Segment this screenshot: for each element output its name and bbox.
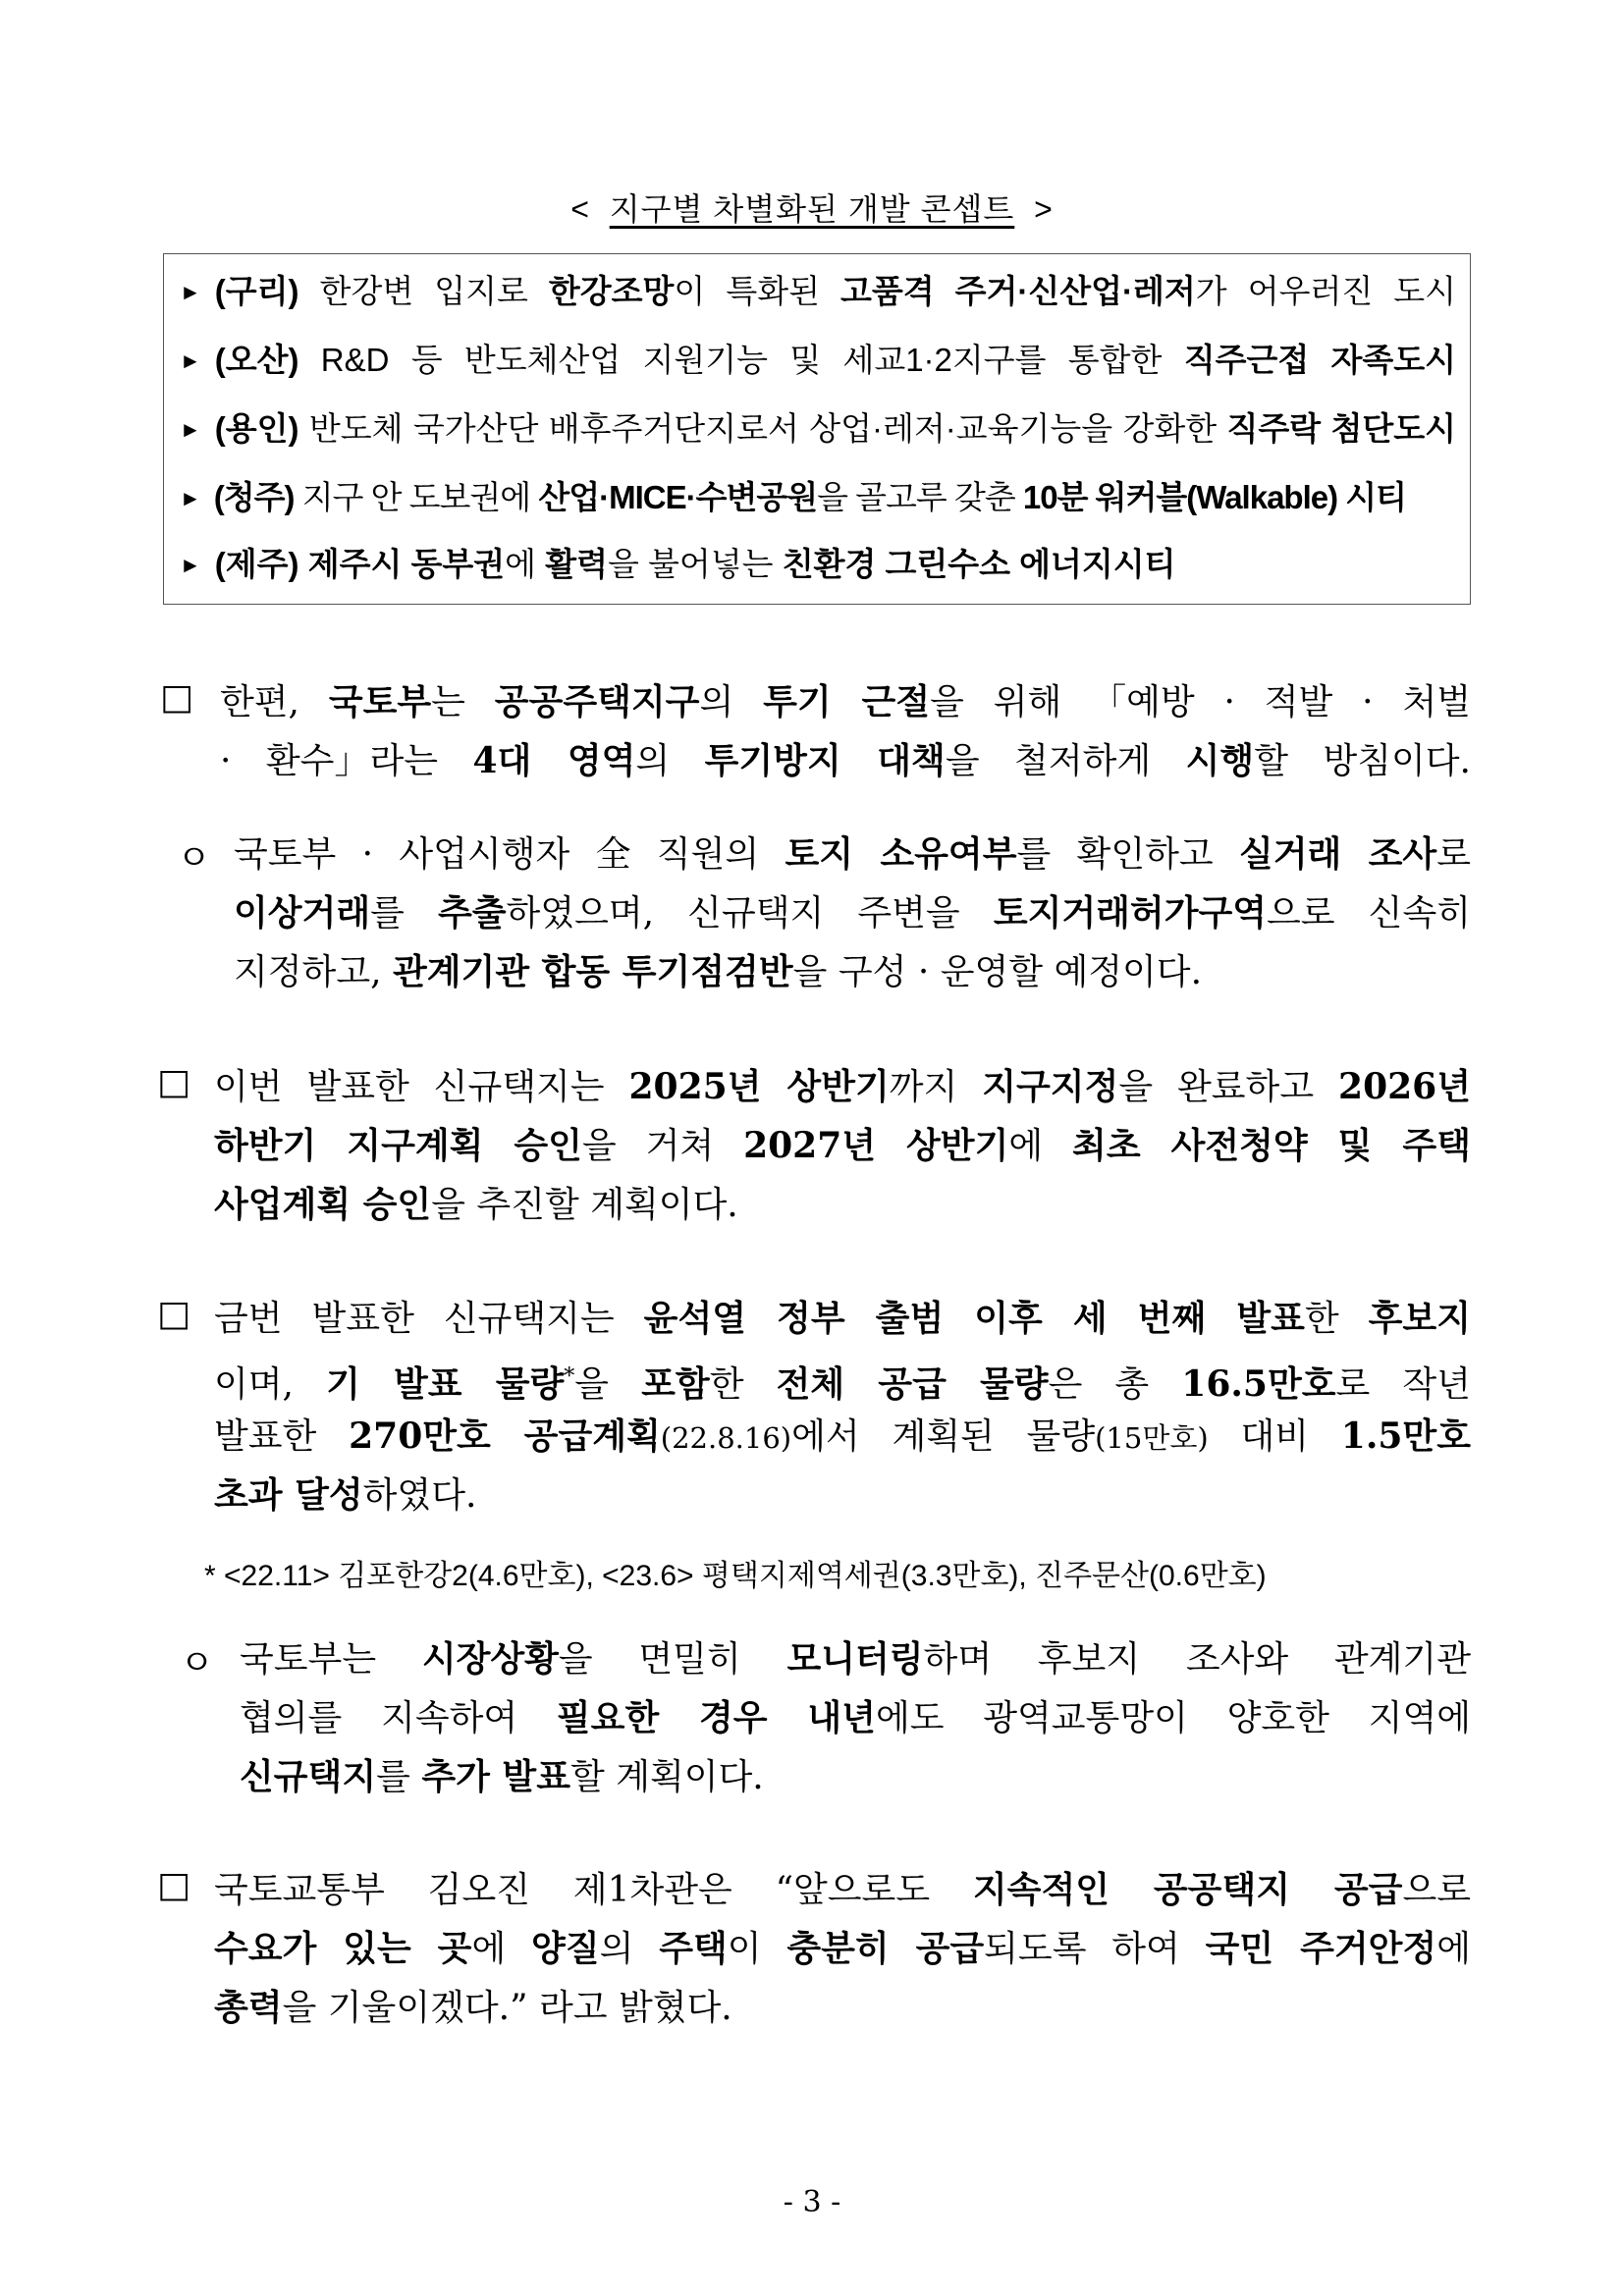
text-segment: 를 확인하고 (1016, 834, 1239, 875)
bold-text-segment: 직주락 첨단도시 (1226, 410, 1456, 447)
justified-line-content (234, 825, 1471, 883)
text-segment: (22.8.16) (660, 1421, 792, 1455)
paragraph-line-text (214, 1348, 1471, 1407)
justified-line-content (234, 883, 1471, 942)
text-segment: (15만호) (1095, 1421, 1209, 1455)
paragraph-line-text (240, 1747, 764, 1806)
paragraph-line (214, 1348, 1471, 1407)
text-segment: 에 (505, 546, 546, 582)
triangle-bullet-icon: ► (180, 553, 201, 577)
text-segment: 의 (699, 682, 764, 722)
text-segment: 에서 계획된 물량 (791, 1416, 1096, 1457)
square-bullet-icon: □ (160, 677, 194, 718)
paragraph-line (220, 731, 1471, 790)
text-segment: 을 불어넣는 (607, 546, 783, 582)
circle-bullet-icon: ㅇ (177, 838, 211, 879)
bold-text-segment: 수요가 있는 곳 (214, 1928, 472, 1969)
bold-text-segment: 실거래 조사 (1238, 833, 1437, 875)
bold-text-segment: 공공주택지구 (494, 681, 700, 722)
bold-text-segment: 제주시 동부권 (307, 546, 506, 582)
concept-row (180, 335, 1456, 386)
paragraph-line-text (214, 1175, 738, 1234)
concept-row-text (180, 335, 1456, 386)
triangle-bullet-icon: ► (180, 486, 200, 510)
text-segment: 에도 광역교통망이 양호한 지역에 (875, 1698, 1471, 1738)
bold-text-segment: 하반기 지구계획 승인 (214, 1125, 582, 1166)
bold-text-segment: 투기 근절 (763, 681, 931, 722)
concept-row (180, 403, 1456, 454)
bold-text-segment: 16.5만호 (1181, 1363, 1336, 1405)
text-segment: 지구 안 도보권에 (294, 479, 539, 515)
paragraph-line-text (214, 1289, 1471, 1348)
justified-line-content (220, 731, 1471, 790)
text-segment: · 환수」라는 (220, 741, 473, 781)
text-segment: 는 (431, 682, 495, 722)
paragraph-line (214, 1289, 1471, 1348)
paragraph-line (234, 942, 1314, 1001)
bold-text-segment: 토지거래허가구역 (993, 892, 1268, 934)
text-segment: 은 총 (1048, 1364, 1182, 1405)
paragraph-line-text (240, 1688, 1471, 1747)
text-segment: 을 구성 · 운영할 예정이다. (792, 952, 1203, 992)
text-segment: 에 (471, 1929, 532, 1969)
text-segment: 되도록 하여 (984, 1929, 1206, 1969)
paragraph-line (220, 672, 1471, 731)
paragraph-line-text (214, 1860, 1471, 1919)
square-bullet-icon: □ (157, 1062, 191, 1102)
paragraph-line (214, 1057, 1471, 1116)
bold-text-segment: 윤석열 정부 출범 이후 세 번째 발표 (643, 1298, 1305, 1339)
bold-text-segment: 포함 (641, 1363, 710, 1405)
paragraph-line (214, 1919, 1471, 1978)
bold-text-segment: (오산) (214, 342, 299, 378)
text-segment: 협의를 지속하여 (240, 1698, 557, 1738)
square-bullet-icon: □ (157, 1865, 191, 1905)
paragraph-line-text (234, 825, 1471, 883)
circle-bullet-icon: ㅇ (180, 1643, 214, 1683)
triangle-bullet-icon: ► (180, 417, 201, 442)
text-segment: 한 (709, 1364, 777, 1405)
paragraph-line (234, 883, 1471, 942)
justified-line-content (220, 672, 1471, 731)
bold-text-segment: 고품격 주거·신산업·레저 (839, 273, 1196, 309)
text-segment: 이 특화된 (674, 273, 840, 309)
page-number: - 3 - (783, 2185, 841, 2219)
text-segment: 을 위해 「예방 · 적발 · 처벌 (930, 682, 1471, 722)
paragraph-line (240, 1688, 1471, 1747)
justified-line-content (240, 1688, 1471, 1747)
bold-text-segment: 산업·MICE·수변공원 (538, 479, 818, 515)
justified-line-content (214, 1860, 1471, 1919)
paragraph-line (240, 1629, 1471, 1688)
bold-text-segment: 시장상황 (421, 1638, 559, 1680)
bold-text-segment: 관계기관 합동 투기점검반 (393, 951, 793, 992)
text-segment: 까지 (889, 1067, 983, 1107)
text-segment: 을 추진할 계획이다. (431, 1185, 738, 1225)
text-segment: 으로 (1402, 1870, 1471, 1910)
bold-text-segment: 활력 (545, 546, 608, 582)
paragraph-line (214, 1466, 803, 1524)
concept-row (180, 266, 1456, 317)
text-segment: 에 (1008, 1126, 1073, 1166)
bold-text-segment: 2025년 상반기 (628, 1066, 890, 1107)
concept-box (163, 253, 1471, 605)
text-segment: 을 완료하고 (1118, 1067, 1339, 1107)
square-bullet-icon: □ (157, 1294, 191, 1334)
bold-text-segment: 시행 (1185, 740, 1255, 781)
justified-line-content (214, 1289, 1471, 1348)
bold-text-segment: 총력 (214, 1987, 283, 2028)
text-segment: 을 기울이겠다.” 라고 밝혔다. (282, 1988, 732, 2028)
concept-row (180, 472, 1456, 523)
text-segment: 대비 (1208, 1416, 1341, 1457)
text-segment: 한 (1304, 1299, 1369, 1339)
text-segment: * (564, 1364, 575, 1389)
concept-row (180, 539, 1456, 590)
bold-text-segment: 주택 (659, 1928, 728, 1969)
paragraph-line-text (214, 1116, 1471, 1175)
text-segment: 이며, (214, 1364, 327, 1405)
bold-text-segment: 후보지 (1368, 1298, 1471, 1339)
bold-text-segment: 270만호 공급계획 (349, 1415, 661, 1457)
text-segment: 가 어우러진 도시 (1195, 273, 1456, 309)
text-segment: R&D 등 반도체산업 지원기능 및 세교1·2지구를 통합한 (298, 342, 1184, 378)
concept-row-text (180, 472, 1406, 523)
text-segment: 을 (574, 1364, 642, 1405)
text-segment: 반도체 국가산단 배후주거단지로서 상업·레저·교육기능을 강화한 (298, 410, 1227, 447)
concept-row-text (180, 266, 1456, 317)
text-segment: 으로 신속히 (1267, 893, 1471, 934)
text-segment: 한강변 입지로 (298, 273, 549, 309)
bold-text-segment: 전체 공급 물량 (776, 1363, 1049, 1405)
bold-text-segment: 기 발표 물량 (326, 1363, 565, 1405)
bold-text-segment: 지구지정 (982, 1066, 1119, 1107)
paragraph-line (240, 1747, 1123, 1806)
footnote: * <22.11> 김포한강2(4.6만호), <23.6> 평택지제역세권(3.3만호), 진주문산(0.6만호) (204, 1560, 1267, 1592)
triangle-bullet-icon: ► (180, 280, 201, 304)
text-segment: 를 (370, 893, 438, 934)
paragraph-line-text (214, 1466, 476, 1524)
text-segment: 을 거쳐 (581, 1126, 744, 1166)
concept-row-text (180, 403, 1456, 454)
bold-text-segment: 국토부 (328, 681, 432, 722)
text-segment: 을 철저하게 (945, 741, 1186, 781)
bold-text-segment: (청주) (213, 479, 295, 515)
paragraph-line-text (214, 1978, 732, 2037)
bold-text-segment: 초과 달성 (214, 1474, 363, 1516)
bold-text-segment: 필요한 경우 내년 (556, 1697, 876, 1738)
paragraph-line-text (220, 672, 1471, 731)
bold-text-segment: 최초 사전청약 및 주택 (1072, 1125, 1471, 1166)
bold-text-segment: 2026년 (1338, 1066, 1471, 1107)
text-segment: 금번 발표한 신규택지는 (214, 1299, 644, 1339)
paragraph-line-text (214, 1057, 1471, 1116)
paragraph-line-text (234, 883, 1471, 942)
title-open-bracket: < (570, 191, 590, 227)
text-segment: 하였다. (362, 1475, 477, 1516)
bold-text-segment: 10분 워커블(Walkable) 시티 (1022, 479, 1407, 515)
paragraph-line (214, 1978, 1098, 2037)
text-segment: 하였으며, 신규택지 주변을 (506, 893, 994, 934)
text-segment (299, 546, 308, 582)
bold-text-segment: 국민 주거안정 (1205, 1928, 1437, 1969)
bold-text-segment: 투기방지 대책 (704, 740, 946, 781)
justified-line-content (214, 1919, 1471, 1978)
text-segment: 의 (635, 741, 705, 781)
paragraph-line (214, 1116, 1471, 1175)
bold-text-segment: 이상거래 (234, 892, 371, 934)
paragraph-line (214, 1860, 1471, 1919)
bold-text-segment: 토지 소유여부 (785, 833, 1017, 875)
bold-text-segment: 지속적인 공공택지 공급 (972, 1869, 1403, 1910)
bold-text-segment: 4대 영역 (472, 740, 636, 781)
text-segment: 로 (1436, 834, 1471, 875)
bold-text-segment: (용인) (214, 410, 299, 447)
text-segment: 지정하고, (234, 952, 393, 992)
text-segment: 이번 발표한 신규택지는 (214, 1067, 629, 1107)
bold-text-segment: 친환경 그린수소 에너지시티 (782, 546, 1176, 582)
paragraph-line (214, 1407, 1471, 1466)
bold-text-segment: 모니터링 (786, 1638, 924, 1680)
justified-line-content (214, 1407, 1471, 1466)
bold-text-segment: 직주근접 자족도시 (1183, 342, 1456, 378)
paragraph-line-text (214, 1919, 1471, 1978)
text-segment: 에 (1436, 1929, 1471, 1969)
text-segment: 을 면밀히 (558, 1639, 787, 1680)
bold-text-segment: (구리) (214, 273, 299, 309)
triangle-bullet-icon: ► (180, 348, 201, 373)
justified-line-content (214, 1057, 1471, 1116)
bold-text-segment: 충분히 공급 (786, 1928, 985, 1969)
bold-text-segment: (제주) (214, 546, 299, 582)
text-segment: 을 골고루 갖춘 (817, 479, 1023, 515)
paragraph-line-text (214, 1407, 1471, 1466)
text-segment: 이 (727, 1929, 787, 1969)
text-segment: 의 (599, 1929, 660, 1969)
text-segment: 발표한 (214, 1416, 350, 1457)
text-segment: 할 계획이다. (569, 1757, 764, 1797)
text-segment: 를 (376, 1757, 422, 1797)
justified-line-content (240, 1629, 1471, 1688)
concept-row-text (180, 539, 1176, 590)
bold-text-segment: 1.5만호 (1340, 1415, 1471, 1457)
text-segment: 로 작년 (1335, 1364, 1471, 1405)
text-segment: 한편, (220, 682, 329, 722)
paragraph-line-text (220, 731, 1471, 790)
paragraph-line-text (234, 942, 1202, 1001)
justified-line-content (214, 1348, 1471, 1407)
text-segment: 국토교통부 김오진 제1차관은 “앞으로도 (214, 1870, 973, 1910)
bold-text-segment: 신규택지 (240, 1756, 377, 1797)
title-close-bracket: > (1034, 191, 1054, 227)
paragraph-line (234, 825, 1471, 883)
text-segment: 국토부는 (240, 1639, 422, 1680)
paragraph-line-text (240, 1629, 1471, 1688)
concept-box-title (0, 185, 1624, 230)
justified-line-content (214, 1116, 1471, 1175)
title-text: 지구별 차별화된 개발 콘셉트 (609, 191, 1015, 227)
bold-text-segment: 한강조망 (548, 273, 675, 309)
text-segment: 국토부 · 사업시행자 全 직원의 (234, 834, 785, 875)
text-segment: 할 방침이다. (1254, 741, 1471, 781)
bold-text-segment: 양질 (531, 1928, 600, 1969)
bold-text-segment: 추가 발표 (421, 1756, 570, 1797)
bold-text-segment: 추출 (437, 892, 507, 934)
bold-text-segment: 2027년 상반기 (743, 1125, 1009, 1166)
bold-text-segment: 사업계획 승인 (214, 1184, 432, 1225)
paragraph-line (214, 1175, 1098, 1234)
text-segment: 하며 후보지 조사와 관계기관 (923, 1639, 1471, 1680)
